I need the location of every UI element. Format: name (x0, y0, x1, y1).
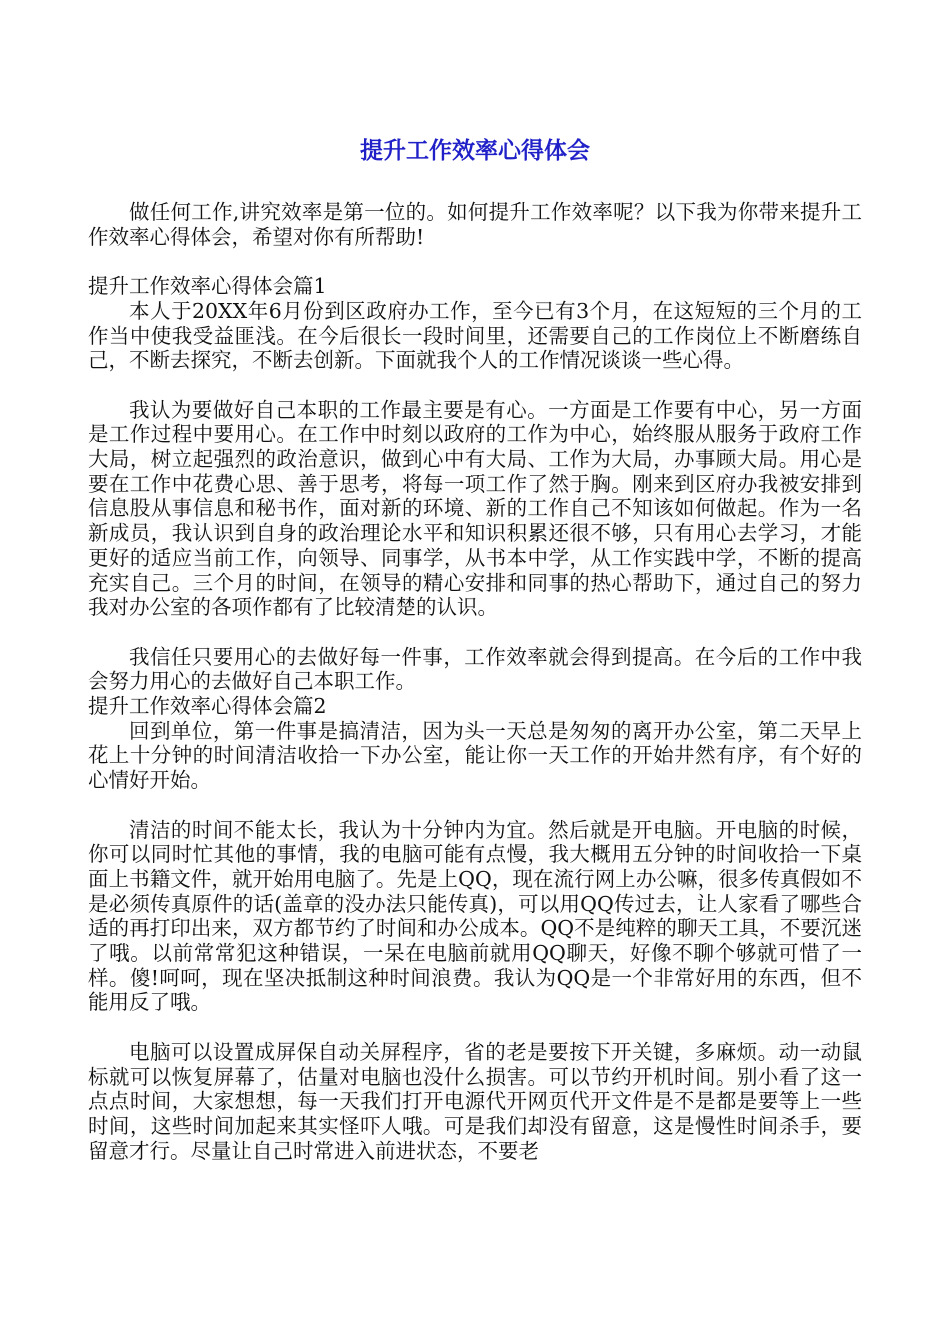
section1-paragraph-3: 我信任只要用心的去做好每一件事，工作效率就会得到提高。在今后的工作中我会努力用心的去做好自己本职工作。 (88, 644, 862, 694)
section2-paragraph-3: 电脑可以设置成屏保自动关屏程序，省的老是要按下开关键，多麻烦。动一动鼠标就可以恢复屏幕了，估量对电脑也没什么损害。可以节约开机时间。别小看了这一点点时间，大家想想，每一天我们打开电源代开网页代开文件是不是都是要等上一些时间，这些时间加起来其实怪吓人哦。可是我们却没有留意，这是慢性时间杀手，要留意才行。尽量让自己时常进入前进状态，不要老 (88, 1039, 862, 1163)
spacer (88, 249, 862, 274)
section1-paragraph-1: 本人于20XX年6月份到区政府办工作，至今已有3个月，在这短短的三个月的工作当中使我受益匪浅。在今后很长一段时间里，还需要自己的工作岗位上不断磨练自己，不断去探究，不断去创新。下面就我个人的工作情况谈谈一些心得。 (88, 298, 862, 373)
section1-paragraph-2: 我认为要做好自己本职的工作最主要是有心。一方面是工作要有中心，另一方面是工作过程中要用心。在工作中时刻以政府的工作为中心，始终服从服务于政府工作大局，树立起强烈的政治意识，做到心中有大局、工作为大局，办事顾大局。用心是要在工作中花费心思、善于思考，将每一项工作了然于胸。刚来到区府办我被安排到信息股从事信息和秘书作，面对新的环境、新的工作自己不知该如何做起。作为一名新成员，我认识到自身的政治理论水平和知识积累还很不够，只有用心去学习，才能更好的适应当前工作，向领导、同事学，从书本中学，从工作实践中学，不断的提高充实自己。三个月的时间，在领导的精心安排和同事的热心帮助下，通过自己的努力我对办公室的各项作都有了比较清楚的认识。 (88, 397, 862, 620)
document-title: 提升工作效率心得体会 (360, 138, 590, 164)
section2-paragraph-1: 回到单位，第一件事是搞清洁，因为头一天总是匆匆的离开办公室，第二天早上花上十分钟的时间清洁收拾一下办公室，能让你一天工作的开始井然有序，有个好的心情好开始。 (88, 718, 862, 793)
section-heading-2: 提升工作效率心得体会篇2 (88, 694, 327, 719)
document-body (88, 200, 862, 1163)
section2-paragraph-2: 清洁的时间不能太长，我认为十分钟内为宜。然后就是开电脑。开电脑的时候，你可以同时忙其他的事情，我的电脑可能有点慢，我大概用五分钟的时间收拾一下桌面上书籍文件，就开始用电脑了。先是上QQ，现在流行网上办公嘛，很多传真假如不是必须传真原件的话(盖章的没办法只能传真)，可以用QQ传过去，让人家看了哪些合适的再打印出来，双方都节约了时间和办公成本。QQ不是纯粹的聊天工具，不要沉迷了哦。以前常常犯这种错误，一呆在电脑前就用QQ聊天，好像不聊个够就可惜了一样。傻!呵呵，现在坚决抵制这种时间浪费。我认为QQ是一个非常好用的东西，但不能用反了哦。 (88, 817, 862, 1015)
spacer (88, 620, 862, 645)
section-heading-1: 提升工作效率心得体会篇1 (88, 274, 327, 299)
spacer (88, 373, 862, 398)
spacer (88, 1015, 862, 1040)
spacer (88, 793, 862, 818)
intro-paragraph: 做任何工作,讲究效率是第一位的。如何提升工作效率呢？以下我为你带来提升工作效率心得体会，希望对你有所帮助! (88, 200, 862, 249)
